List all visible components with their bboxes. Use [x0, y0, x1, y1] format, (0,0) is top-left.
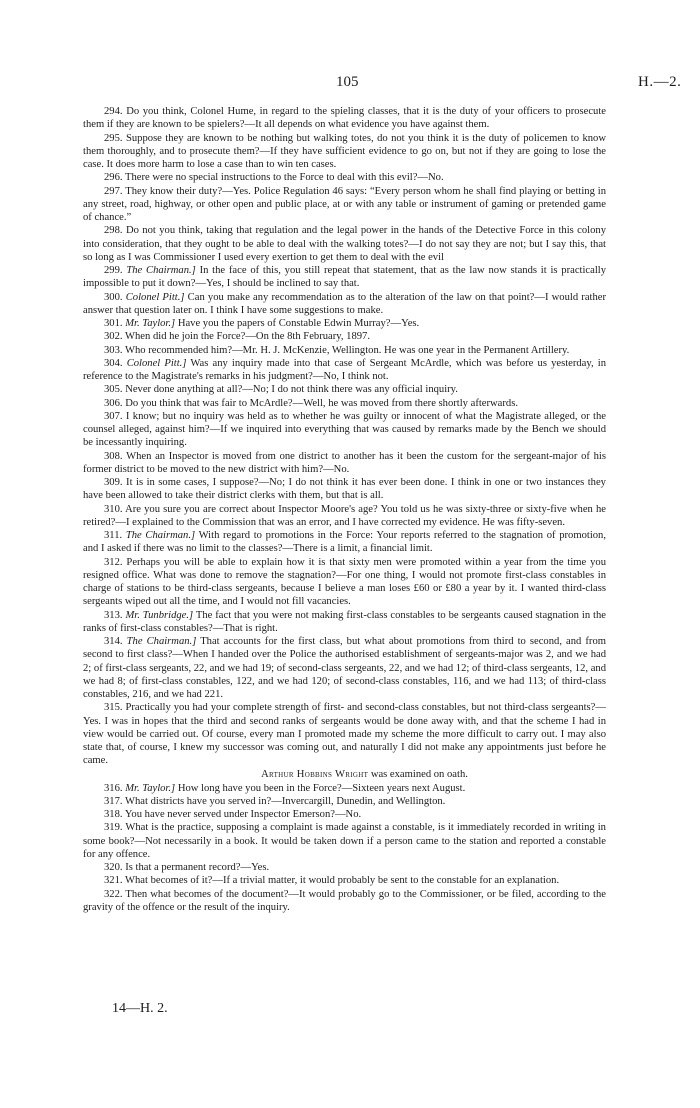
question-number: 296.: [104, 172, 123, 184]
question-number: 298.: [104, 225, 123, 237]
question-number: 322.: [104, 888, 123, 900]
question-number: 305.: [104, 384, 123, 396]
question-number: 318.: [104, 809, 123, 820]
question-number: 321.: [104, 875, 123, 887]
evidence-text: [83, 105, 606, 914]
witness-name: Arthur Hobbins Wright: [261, 768, 369, 780]
question-paragraph: [83, 105, 606, 132]
question-paragraph: [83, 808, 606, 821]
question-number: 316.: [104, 782, 123, 794]
question-number: 313.: [104, 609, 123, 621]
question-number: 299.: [104, 265, 123, 276]
question-text: Is that a permanent record?—Yes.: [125, 862, 270, 873]
question-number: 308.: [104, 450, 123, 462]
question-paragraph: [83, 476, 606, 503]
question-number: 312.: [104, 556, 123, 568]
question-paragraph: [83, 357, 606, 384]
question-paragraph: [83, 861, 606, 874]
question-number: 302.: [104, 331, 123, 343]
question-text: What is the practice, supposing a complaint is made against a constable, is it immediately recorded in writing in some book?—Not necessarily in a book. It would be taken down if a person came to the station and reported a constable for any offence.: [83, 822, 606, 860]
question-number: 307.: [104, 410, 123, 422]
question-number: 301.: [104, 318, 123, 329]
question-text: Practically you had your complete strength of first- and second-class constables, but not third-class sergeants?—Yes. I was in hopes that the third and second ranks of sergeants would be done away with, and that the scheme I had in view would be carried out. Of course, every man I promoted made my scheme the more difficult to carry out. I may also state that, of course, I knew my successor was coming out, and naturally I did not make any appointments just before he came.: [83, 702, 606, 767]
witness-heading: [83, 768, 606, 782]
question-text: Have you the papers of Constable Edwin Murray?—Yes.: [177, 318, 420, 329]
signature-mark: 14—H. 2.: [112, 1001, 168, 1016]
question-number: 320.: [104, 862, 123, 873]
question-paragraph: [83, 529, 606, 556]
question-text: Never done anything at all?—No; I do not think there was any official inquiry.: [125, 384, 458, 396]
question-text: What becomes of it?—If a trivial matter, it would probably be sent to the constable for an explanation.: [125, 875, 560, 887]
speaker-name: Mr. Taylor.]: [125, 782, 176, 794]
question-number: 309.: [104, 477, 123, 488]
question-number: 319.: [104, 822, 123, 834]
question-number: 300.: [104, 291, 123, 303]
speaker-name: Colonel Pitt.]: [126, 357, 187, 369]
question-paragraph: [83, 317, 606, 330]
speaker-name: Colonel Pitt.]: [125, 291, 185, 303]
speaker-name: The Chairman.]: [125, 530, 196, 541]
question-paragraph: [83, 874, 606, 887]
speaker-name: Mr. Taylor.]: [125, 318, 176, 329]
question-paragraph: [83, 397, 606, 410]
question-text: Do you think, Colonel Hume, in regard to the spieling classes, that it is the duty of your officers to prosecute them if they are known to be spielers?—It all depends on what evidence you have against them.: [83, 106, 607, 131]
speaker-name: The Chairman.]: [126, 265, 196, 276]
question-text: What districts have you served in?—Invercargill, Dunedin, and Wellington.: [125, 795, 446, 807]
question-text: Perhaps you will be able to explain how it is that sixty men were promoted within a year from the time you resigned office. What was done to remove the stagnation?—For one thing, I would not promote first-class constables in charge of stations to be third-class sergeants, because I believe a man loses £60 or £80 a year by it. I wanted third-class sergeants wiped out all the time, and I would not fill vacancies.: [83, 556, 606, 608]
page-header: [0, 74, 700, 94]
question-paragraph: [83, 291, 606, 318]
question-number: 314.: [104, 636, 123, 647]
question-text: It is in some cases, I suppose?—No; I do not think it has ever been done. I think in one or two instances they have been allowed to take their district clerks with them, but that is all.: [83, 477, 606, 502]
question-paragraph: [83, 795, 606, 808]
question-paragraph: [83, 224, 606, 264]
question-text: They know their duty?—Yes. Police Regulation 46 says: “Every person whom he shall find playing or betting in any street, road, highway, or other open and public place, at or with any table or instrument of gaming or pretended game of chance.”: [83, 185, 606, 223]
question-paragraph: [83, 344, 606, 357]
question-number: 315.: [104, 702, 123, 714]
question-paragraph: [83, 185, 606, 225]
question-number: 304.: [104, 357, 123, 369]
question-number: 294.: [104, 106, 123, 117]
question-paragraph: [83, 132, 606, 172]
question-paragraph: [83, 556, 606, 609]
question-number: 303.: [104, 344, 123, 356]
question-paragraph: [83, 609, 606, 636]
question-paragraph: [83, 635, 606, 701]
question-text: The fact that you were not making first-class constables to be sergeants caused stagnation in the ranks of first-class constables?—That is right.: [83, 609, 606, 634]
question-number: 306.: [104, 397, 123, 409]
speaker-name: The Chairman.]: [126, 636, 197, 647]
question-paragraph: [83, 503, 606, 530]
speaker-name: Mr. Tunbridge.]: [125, 609, 194, 621]
question-paragraph: [83, 782, 606, 795]
question-text: Suppose they are known to be nothing but walking totes, do not you think it is the duty of policemen to know them thoroughly, and to prosecute them?—If they have sufficient evidence to go on, but not if they are going to lose the case. It does more harm to lose a case than to win ten cases.: [83, 132, 606, 170]
question-paragraph: [83, 450, 606, 477]
question-paragraph: [83, 171, 606, 184]
question-paragraph: [83, 330, 606, 343]
page-number: 105: [336, 74, 359, 90]
question-text: In the face of this, you still repeat that statement, that as the law now stands it is practically impossible to put it down?—Yes, I should be inclined to say that.: [83, 265, 607, 290]
question-text: You have never served under Inspector Emerson?—No.: [124, 809, 362, 820]
question-text: Are you sure you are correct about Inspector Moore's age? You told us he was sixty-three or sixty-five when he retired?—I explained to the Commission that was an error, and I have corrected my evidence. He was fifty-seven.: [83, 503, 606, 528]
question-text: When did he join the Force?—On the 8th February, 1897.: [125, 331, 370, 343]
question-text: When an Inspector is moved from one district to another has it been the custom for the sergeant-major of his former district to be moved to the new district with him?—No.: [83, 450, 606, 475]
question-text: How long have you been in the Force?—Sixteen years next August.: [177, 782, 466, 794]
question-paragraph: [83, 888, 606, 915]
question-text: Do not you think, taking that regulation and the legal power in the hands of the Detective Force in this colony into consideration, that they ought to be able to deal with the walking totes?—I do not say they are not; but I say this, that so long as I was Commissioner I used every exertion to get them to deal with the evil: [83, 225, 606, 263]
question-paragraph: [83, 264, 606, 291]
question-number: 317.: [104, 795, 123, 807]
question-number: 311.: [104, 530, 123, 541]
witness-heading-suffix: was examined on oath.: [370, 768, 468, 780]
question-text: With regard to promotions in the Force: Your reports referred to the stagnation of promotion, and I asked if there was no limit to the classes?—There is a limit, a financial limit.: [83, 530, 607, 555]
question-paragraph: [83, 383, 606, 396]
question-text: Do you think that was fair to McArdle?—Well, he was moved from there shortly afterwards.: [125, 397, 518, 409]
document-reference: H.—2.: [638, 74, 682, 90]
question-text: Who recommended him?—Mr. H. J. McKenzie, Wellington. He was one year in the Permanent Artillery.: [125, 344, 570, 356]
question-text: Can you make any recommendation as to the alteration of the law on that point?—I would rather answer that question later on. I think I have some suggestions to make.: [83, 291, 606, 316]
question-text: There were no special instructions to the Force to deal with this evil?—No.: [125, 172, 444, 184]
question-paragraph: [83, 701, 606, 767]
question-number: 297.: [104, 185, 123, 197]
question-paragraph: [83, 821, 606, 861]
question-paragraph: [83, 410, 606, 450]
question-text: Was any inquiry made into that case of Sergeant McArdle, which was before us yesterday, in reference to the Magistrate's remarks in his judgment?—No, I think not.: [83, 357, 606, 382]
question-text: That accounts for the first class, but what about promotions from third to second, and from second to first class?—When I handed over the Police the authorised establishment of sergeants-major was 2, and we had 2; of first-class sergeants, 22, and we had 19; of second-class sergeants, 22, and we had 12; of third-class sergeants, 12, and we had 8; of first-class constables, 122, and we had 120; of second-class constables, 116, and we had 113; of third-class constables, 216, and we had 221.: [83, 636, 606, 700]
question-number: 295.: [104, 132, 123, 144]
question-number: 310.: [104, 503, 123, 515]
question-text: I know; but no inquiry was held as to whether he was guilty or innocent of what the Magistrate alleged, or the counsel alleged, against him?—If we inquired into everything that was caused by remarks made by the Bench we should be incessantly inquiring.: [83, 410, 607, 449]
question-text: Then what becomes of the document?—It would probably go to the Commissioner, or be filed, according to the gravity of the offence or the result of the inquiry.: [83, 888, 606, 913]
